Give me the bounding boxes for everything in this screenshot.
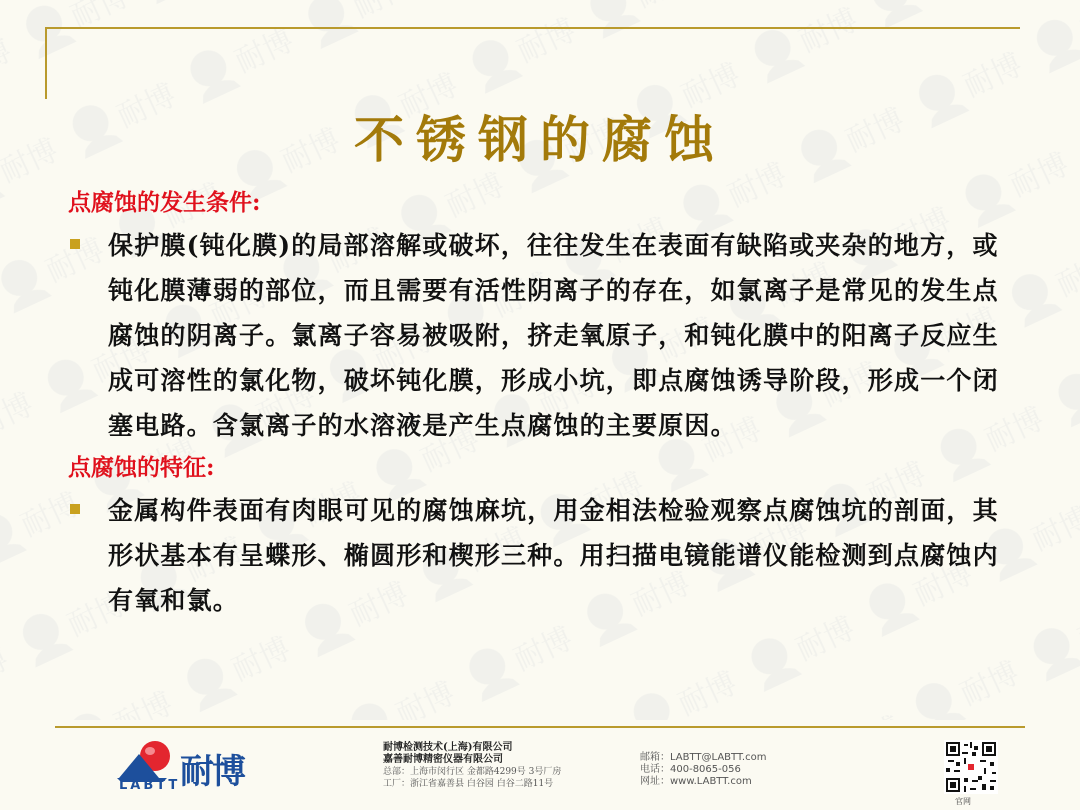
company-name-1: 耐博检测技术(上海)有限公司 bbox=[383, 742, 513, 753]
contact-phone: 电话：400-8065-056 bbox=[640, 764, 741, 775]
footer bbox=[0, 728, 1080, 810]
company-info bbox=[383, 742, 561, 790]
bullet-item-conditions bbox=[68, 223, 1028, 448]
brand-name-en: LABTT bbox=[119, 778, 181, 793]
slide-title: 不锈钢的腐蚀 bbox=[354, 110, 726, 169]
square-bullet-icon bbox=[70, 504, 80, 514]
address-factory: 工厂：浙江省嘉善县 白谷园 白谷二路11号 bbox=[383, 779, 554, 789]
bullet-text: 金属构件表面有肉眼可见的腐蚀麻坑，用金相法检验观察点腐蚀坑的剖面，其形状基本有呈蝶形、椭圆形和楔形三种。用扫描电镜能谱仪能检测到点腐蚀内有氧和氯。 bbox=[108, 496, 999, 615]
square-bullet-icon bbox=[70, 239, 80, 249]
frame-left-line bbox=[45, 27, 47, 99]
brand-name-cn: 耐博 bbox=[180, 752, 244, 792]
slide-content bbox=[68, 183, 1028, 623]
frame-top-line bbox=[45, 27, 1020, 29]
qr-code-icon[interactable] bbox=[944, 740, 998, 794]
qr-label: 官网 bbox=[955, 797, 971, 806]
bullet-text: 保护膜(钝化膜)的局部溶解或破坏，往往发生在表面有缺陷或夹杂的地方，或钝化膜薄弱的部位，而且需要有活性阴离子的存在，如氯离子是常见的发生点腐蚀的阴离子。氯离子容易被吸附，挤走氧原子，和钝化膜中的阳离子反应生成可溶性的氯化物，破坏钝化膜，形成小坑，即点腐蚀诱导阶段，形成一个闭塞电路。含氯离子的水溶液是产生点腐蚀的主要原因。 bbox=[108, 231, 999, 440]
address-hq: 总部：上海市闵行区 金都路4299号 3号厂房 bbox=[383, 767, 562, 777]
bullet-item-features bbox=[68, 488, 1028, 623]
section-heading-features: 点腐蚀的特征: bbox=[68, 454, 215, 481]
company-name-2: 嘉善耐博精密仪器有限公司 bbox=[383, 754, 503, 765]
contact-website[interactable]: 网址：www.LABTT.com bbox=[640, 776, 752, 787]
contact-email[interactable]: 邮箱：LABTT@LABTT.com bbox=[640, 752, 767, 763]
contact-info bbox=[640, 752, 766, 788]
section-heading-conditions: 点腐蚀的发生条件: bbox=[68, 189, 261, 216]
